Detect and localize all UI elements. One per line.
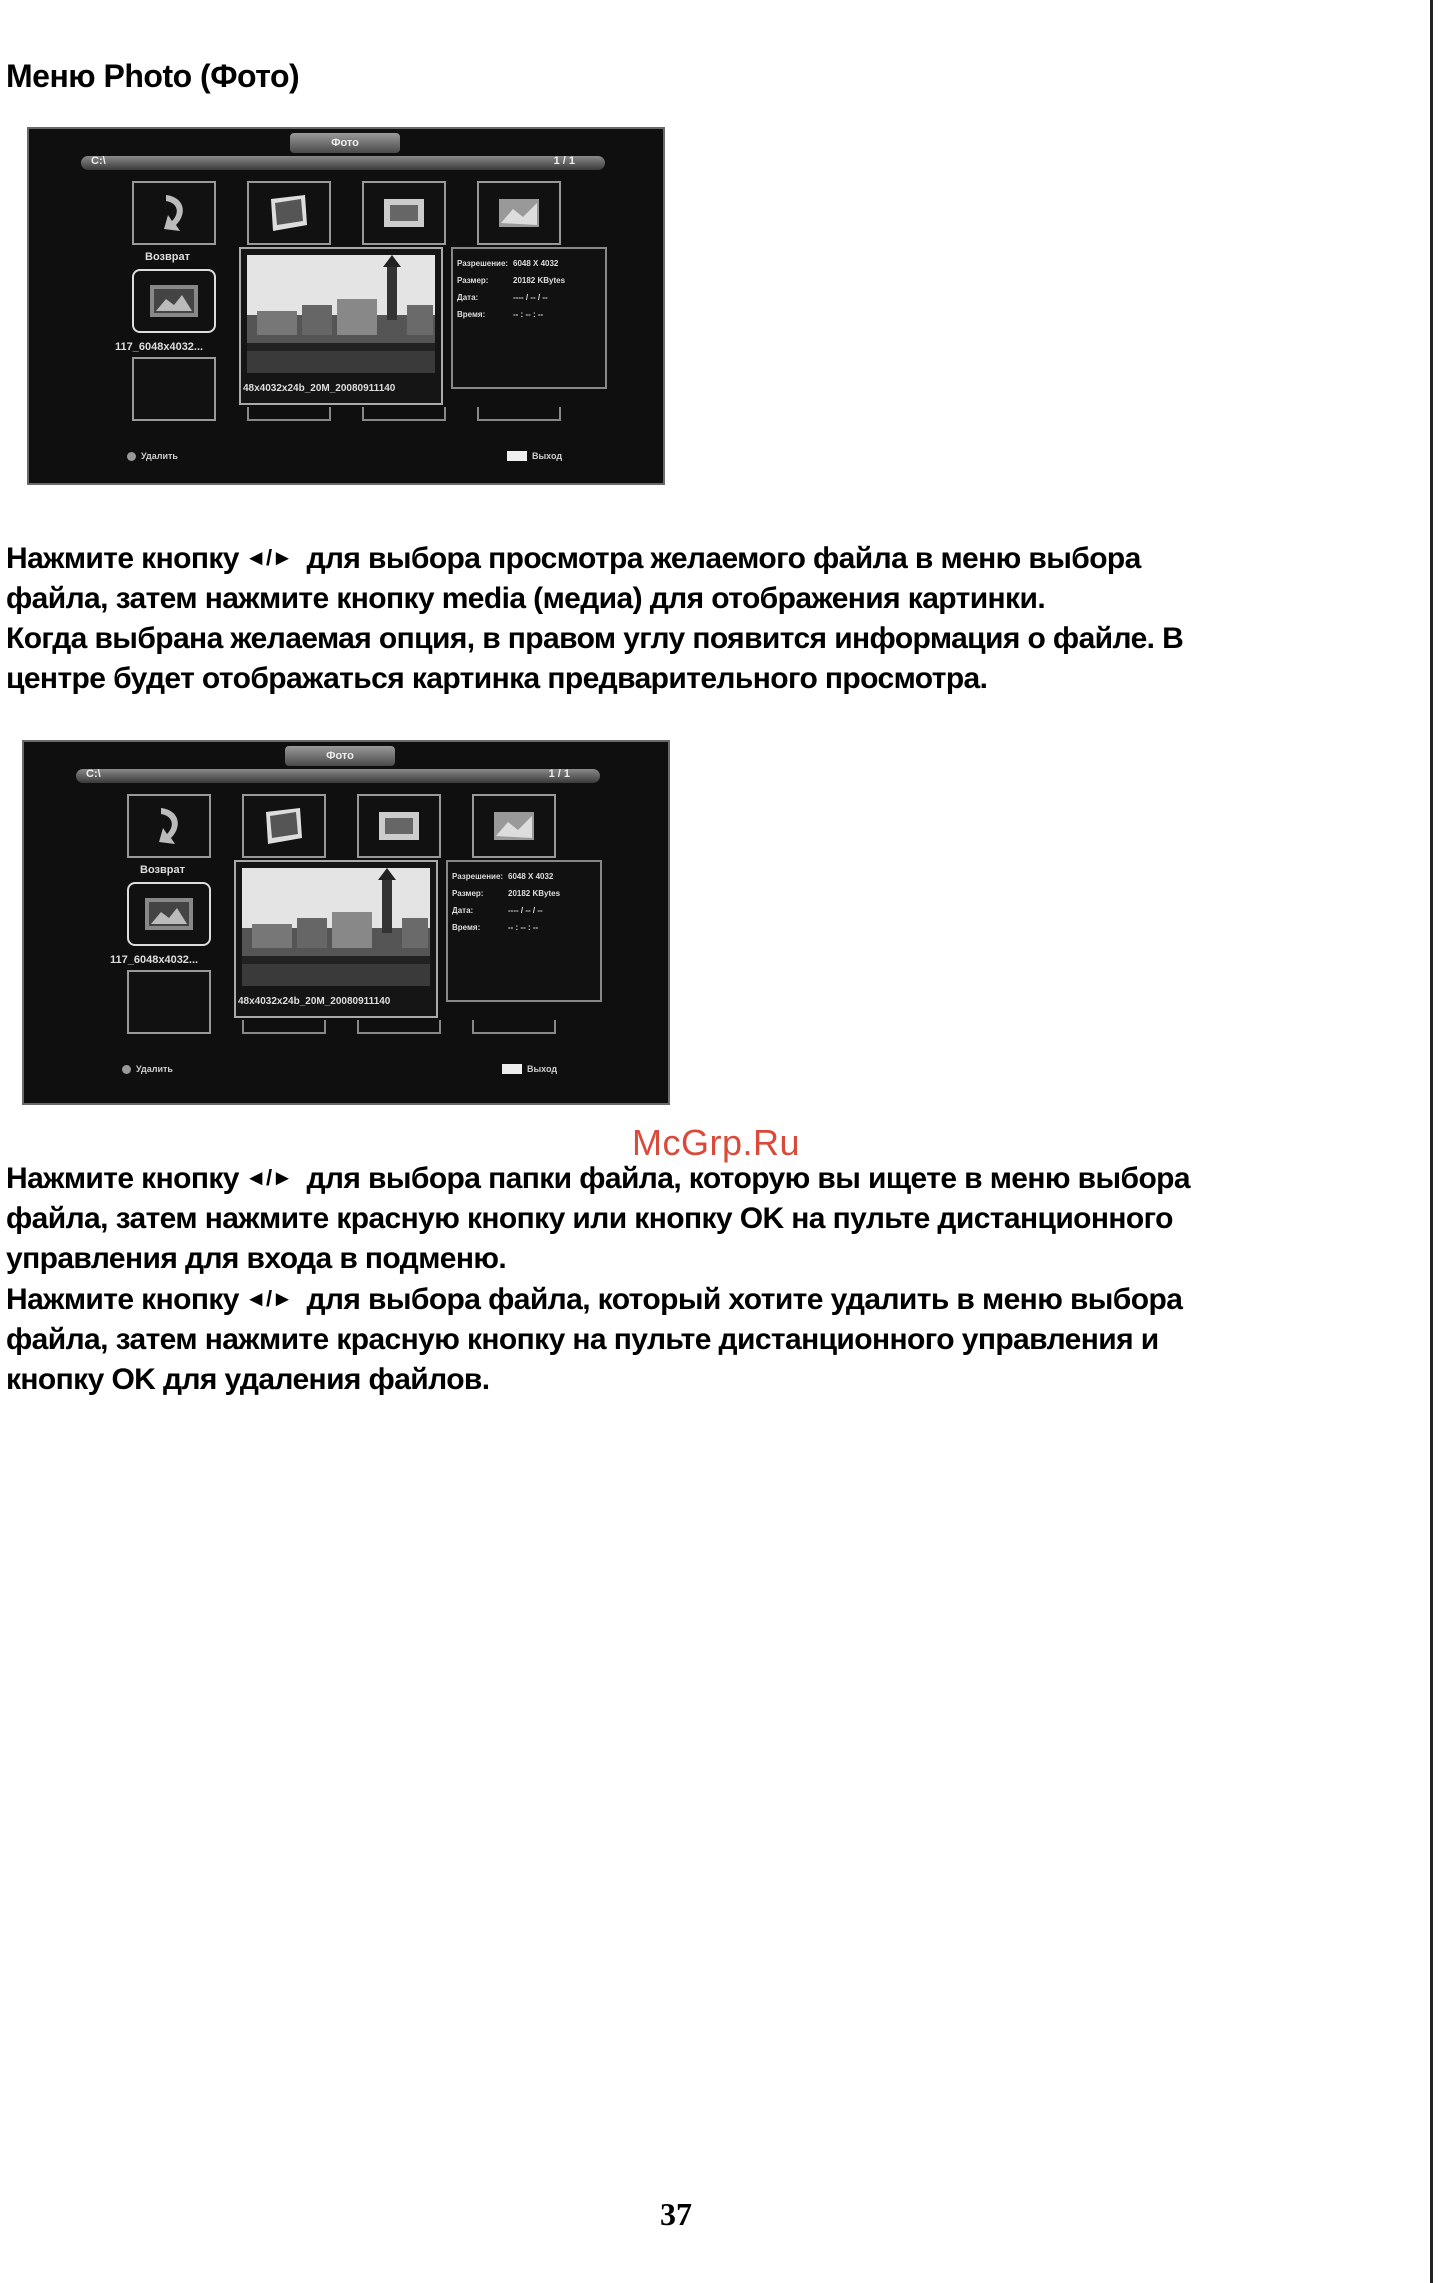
folder-thumb-selected[interactable] [132, 269, 216, 333]
delete-label: Удалить [141, 451, 178, 461]
source-label: C:\ [91, 155, 106, 167]
preview-photo [242, 868, 430, 986]
folder-label: 117_6048x4032... [115, 341, 204, 353]
info-size: Размер: 20182 KBytes [452, 889, 561, 898]
photo-menu-screenshot-1 [27, 127, 665, 485]
preview-photo [247, 255, 435, 373]
page-right-border [1430, 0, 1433, 2283]
image-file-icon [377, 808, 421, 844]
info-time: Время: -- : -- : -- [457, 310, 544, 319]
image-thumb[interactable] [472, 794, 556, 858]
return-label: Возврат [145, 251, 190, 263]
ok-key-label: OK [111, 1363, 156, 1396]
info-date: Дата: ---- / -- / -- [457, 293, 548, 302]
return-thumb[interactable] [132, 181, 216, 245]
delete-hint[interactable] [127, 451, 178, 461]
left-right-arrow-icon: ◄/► [244, 1286, 293, 1311]
p1-line-2: файла, затем нажмите кнопку media (медиа) для отображения картинки. [6, 582, 1046, 615]
page-indicator: 1 / 1 [548, 768, 570, 780]
p2-line-2: файла, затем нажмите красную кнопку или кнопку OK на пульте дистанционного [6, 1202, 1173, 1235]
return-arrow-icon [154, 191, 194, 235]
red-button-icon [127, 452, 136, 461]
image-file-icon [382, 195, 426, 231]
folder-thumb-selected[interactable] [127, 882, 211, 946]
empty-thumb[interactable] [127, 970, 211, 1034]
return-arrow-icon [149, 804, 189, 848]
p1-line-3: Когда выбрана желаемая опция, в правом углу появится информация о файле. В [6, 622, 1184, 655]
city-photo-image [247, 255, 435, 373]
city-photo-image [242, 868, 430, 986]
thumb-slot [242, 1020, 326, 1034]
thumb-slot [357, 1020, 441, 1034]
p1-line-4: центре будет отображаться картинка предварительного просмотра. [6, 662, 988, 695]
exit-key-icon [507, 451, 527, 461]
image-thumb[interactable] [247, 181, 331, 245]
source-bar [81, 156, 605, 170]
preview-caption: 48x4032x24b_20M_20080911140 [243, 383, 396, 394]
p2-line-3: управления для входа в подменю. [6, 1242, 507, 1275]
info-size: Размер: 20182 KBytes [457, 276, 566, 285]
image-thumb[interactable] [477, 181, 561, 245]
thumb-slot [247, 407, 331, 421]
thumb-slot [477, 407, 561, 421]
info-resolution: Разрешение: 6048 X 4032 [452, 872, 554, 881]
delete-label: Удалить [136, 1064, 173, 1074]
instruction-paragraph-2 [6, 1158, 1406, 1400]
p2-line-6: кнопку OK для удаления файлов. [6, 1363, 490, 1396]
image-thumb[interactable] [362, 181, 446, 245]
image-thumb[interactable] [357, 794, 441, 858]
folder-icon [143, 896, 195, 932]
folder-label: 117_6048x4032... [110, 954, 199, 966]
thumb-slot [472, 1020, 556, 1034]
screen-title: Фото [285, 746, 395, 766]
instruction-paragraph-1 [6, 538, 1406, 699]
preview-caption: 48x4032x24b_20M_20080911140 [238, 996, 391, 1007]
exit-key-icon [502, 1064, 522, 1074]
image-file-icon [262, 806, 306, 846]
p1-line-1: Нажмите кнопку ◄/► для выбора просмотра желаемого файла в меню выбора [6, 538, 1406, 579]
exit-hint[interactable] [507, 451, 562, 461]
folder-icon [148, 283, 200, 319]
exit-label: Выход [532, 451, 563, 461]
file-info-panel [446, 860, 602, 1002]
preview-panel [239, 247, 443, 405]
image-file-icon [267, 193, 311, 233]
info-date: Дата: ---- / -- / -- [452, 906, 543, 915]
p2-line-5: файла, затем нажмите красную кнопку на пульте дистанционного управления и [6, 1323, 1159, 1356]
source-label: C:\ [86, 768, 101, 780]
page-number: 37 [660, 2196, 692, 2232]
page-title: Меню Photo (Фото) [6, 58, 300, 94]
left-right-arrow-icon: ◄/► [244, 545, 293, 570]
p2-line-4: Нажмите кнопку ◄/► для выбора файла, который хотите удалить в меню выбора [6, 1279, 1406, 1320]
exit-hint[interactable] [502, 1064, 557, 1074]
delete-hint[interactable] [122, 1064, 173, 1074]
thumb-slot [362, 407, 446, 421]
watermark: McGrp.Ru [632, 1122, 801, 1163]
preview-panel [234, 860, 438, 1018]
photo-menu-screenshot-2 [22, 740, 670, 1105]
info-resolution: Разрешение: 6048 X 4032 [457, 259, 559, 268]
source-bar [76, 769, 600, 783]
empty-thumb[interactable] [132, 357, 216, 421]
p2-line-1: Нажмите кнопку ◄/► для выбора папки файла, которую вы ищете в меню выбора [6, 1158, 1406, 1199]
screen-title: Фото [290, 133, 400, 153]
exit-label: Выход [527, 1064, 558, 1074]
info-time: Время: -- : -- : -- [452, 923, 539, 932]
file-info-panel [451, 247, 607, 389]
red-button-icon [122, 1065, 131, 1074]
page-indicator: 1 / 1 [553, 155, 575, 167]
return-thumb[interactable] [127, 794, 211, 858]
image-thumb[interactable] [242, 794, 326, 858]
ok-key-label: OK [739, 1202, 784, 1235]
image-file-icon [497, 195, 541, 231]
return-label: Возврат [140, 864, 185, 876]
image-file-icon [492, 808, 536, 844]
left-right-arrow-icon: ◄/► [244, 1165, 293, 1190]
